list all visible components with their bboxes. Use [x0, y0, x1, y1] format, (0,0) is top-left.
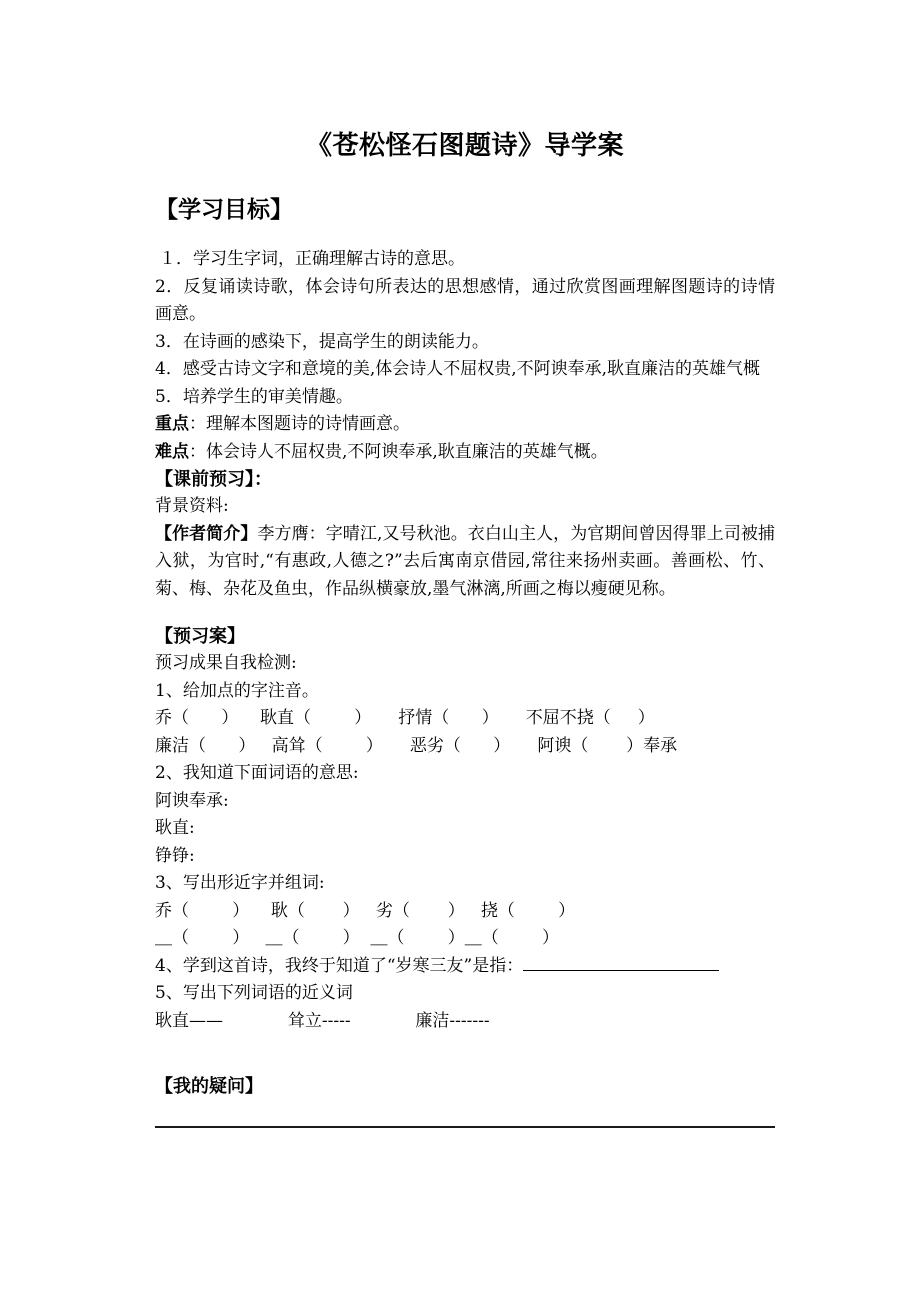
section-heading-doubts: 【我的疑问】 — [155, 1076, 263, 1097]
section-heading-goals: 【学习目标】 — [155, 197, 293, 223]
author-bio-label: 【作者简介】 — [155, 523, 258, 544]
question-5-prompt: 5、写出下列词语的近义词 — [155, 983, 353, 1003]
question-3-row-1[interactable]: 乔（ ） 耿（ ） 劣（ ） 挠（ ） — [155, 900, 576, 921]
author-bio-text: 李方膺：字晴江,又号秋池。衣白山主人，为官期间曾因得罪上司被捕入狱，为官时,“有惠政,人德之?”去后寓南京借园,常往来扬州卖画。善画松、竹、菊、梅、杂花及鱼虫，作品纵横豪放,墨气淋漓,所画之梅以瘦硬见称。 — [155, 523, 776, 599]
goal-item-4: 4．感受古诗文字和意境的美,体会诗人不屈权贵,不阿谀奉承,耿直廉洁的英雄气概 — [155, 359, 761, 379]
section-heading-preview: 【预习案】 — [155, 626, 245, 647]
question-2-term-1[interactable]: 阿谀奉承: — [155, 790, 229, 811]
goal-item-2: 2．反复诵读诗歌，体会诗句所表达的思想感情，通过欣赏图画理解图题诗的诗情画意。 — [155, 276, 775, 324]
question-3-row-2[interactable]: ＿（ ） ＿（ ） ＿（ ）＿（ ） — [155, 928, 559, 948]
question-2-term-3[interactable]: 铮铮: — [155, 845, 195, 866]
key-point-text: ：理解本图题诗的诗情画意。 — [189, 414, 410, 434]
question-1-row-1[interactable]: 乔（ ） 耿直（ ） 抒情（ ） 不屈不挠（ ） — [155, 708, 655, 728]
goal-item-5: 5．培养学生的审美情趣。 — [155, 386, 353, 407]
author-bio — [155, 521, 775, 604]
section-heading-prepare: 【课前预习】： — [155, 469, 272, 490]
key-point-label: 重点 — [155, 414, 189, 434]
document-body — [155, 0, 775, 1136]
question-3-prompt: 3、写出形近字并组词: — [155, 873, 325, 893]
goal-item-1: １．学习生字词，正确理解古诗的意思。 — [159, 249, 465, 269]
spacer — [155, 1035, 775, 1063]
preview-subtitle: 预习成果自我检测: — [155, 653, 297, 673]
question-4-line — [155, 953, 775, 981]
bottom-divider — [155, 1126, 775, 1128]
question-2-prompt: 2、我知道下面词语的意思: — [155, 763, 359, 783]
spacer — [155, 603, 775, 623]
question-4-text: 4、学到这首诗，我终于知道了“岁寒三友”是指： — [155, 955, 524, 976]
page-title: 《苍松怪石图题诗》导学案 — [305, 131, 624, 161]
difficulty-text: ：体会诗人不屈权贵,不阿谀奉承,耿直廉洁的英雄气概。 — [189, 441, 608, 462]
question-4-answer-blank[interactable] — [523, 956, 719, 971]
question-1-prompt: 1、给加点的字注音。 — [155, 680, 319, 701]
difficulty-line — [155, 439, 775, 467]
difficulty-label: 难点 — [155, 441, 189, 462]
goal-item-3: 3．在诗画的感染下，提高学生的朗读能力。 — [155, 331, 489, 352]
background-label: 背景资料: — [155, 496, 229, 516]
spacer — [155, 226, 775, 246]
question-5-row[interactable]: 耿直—— 耸立----- 廉洁------- — [155, 1010, 490, 1031]
question-1-row-2[interactable]: 廉洁（ ） 高耸（ ） 恶劣（ ） 阿谀（ ）奉承 — [155, 735, 678, 756]
question-2-term-2[interactable]: 耿直: — [155, 818, 195, 838]
key-point-line — [155, 411, 775, 439]
